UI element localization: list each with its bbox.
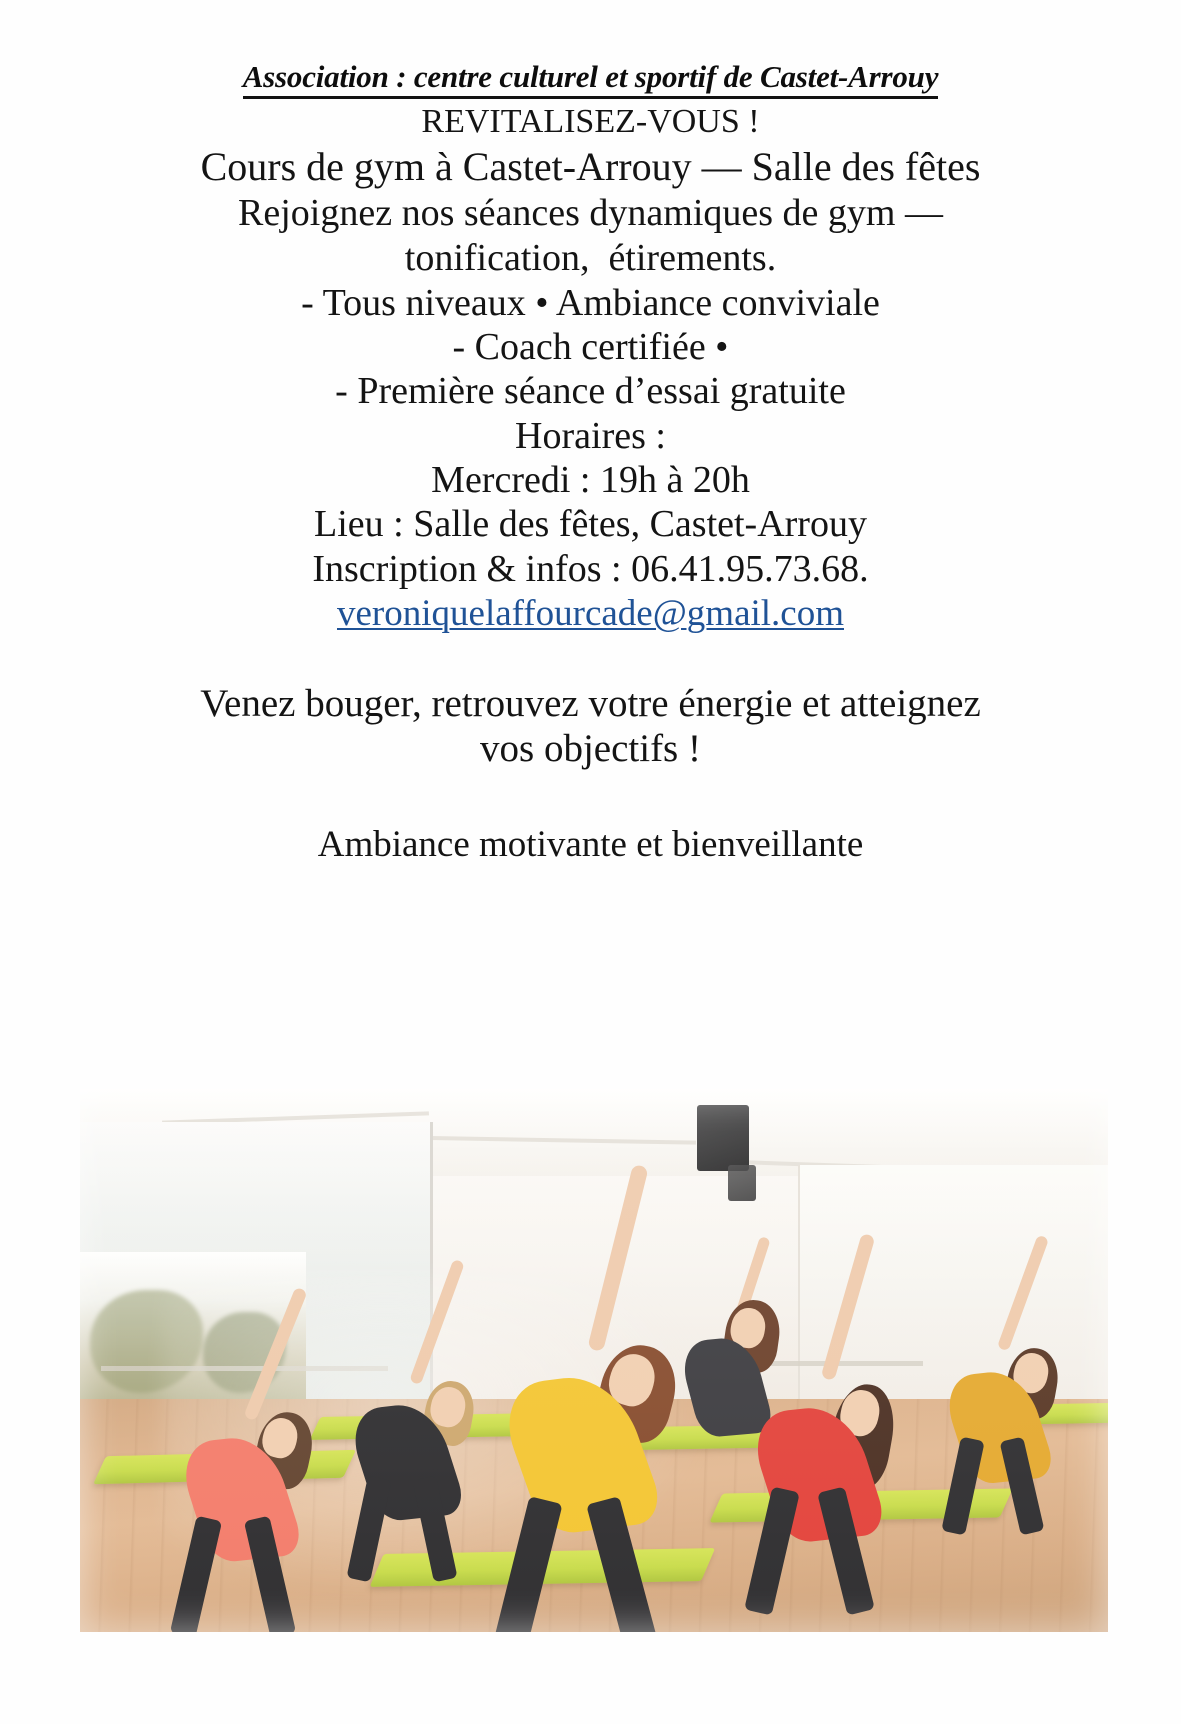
- flyer-text-block: [0, 60, 1181, 866]
- invitation-line-2: tonification, étirements.: [404, 237, 777, 280]
- schedule-value: Mercredi : 19h à 20h: [431, 458, 750, 501]
- contact-email-line: [0, 593, 1181, 635]
- contact-phone-line: Inscription & infos : 06.41.95.73.68.: [312, 547, 869, 590]
- slogan: REVITALISEZ-VOUS !: [421, 102, 760, 140]
- participant-red: [738, 1263, 944, 1567]
- spacer-before-closing: [0, 635, 1181, 681]
- location-line: Lieu : Salle des fêtes, Castet-Arrouy: [314, 503, 867, 546]
- bullet-certified-coach: - Coach certifiée •: [452, 326, 729, 368]
- schedule-label: Horaires :: [515, 414, 666, 457]
- mood-line: Ambiance motivante et bienveillante: [317, 823, 864, 865]
- invitation-line-1: Rejoignez nos séances dynamiques de gym —: [238, 192, 943, 235]
- gym-class-photo: [80, 1089, 1108, 1632]
- association-title: [0, 60, 1181, 95]
- photo-scene: [80, 1089, 1108, 1632]
- course-line: Cours de gym à Castet-Arrouy — Salle des fêtes: [200, 144, 981, 190]
- closing-line-1: Venez bouger, retrouvez votre énergie et atteignez: [200, 682, 981, 726]
- participant-yellow-raised-arm: [587, 1164, 648, 1352]
- bullet-free-trial: - Première séance d’essai gratuite: [335, 370, 846, 413]
- email-link[interactable]: veroniquelaffourcade@gmail.com: [337, 592, 844, 634]
- participant-mustard: [933, 1263, 1108, 1513]
- closing-line-2: vos objectifs !: [480, 727, 701, 771]
- participant-coral-raised-arm: [243, 1287, 307, 1422]
- bullet-all-levels: - Tous niveaux • Ambiance conviviale: [301, 281, 880, 324]
- ceiling-speaker-1: [697, 1105, 749, 1171]
- spacer-before-mood: [0, 772, 1181, 824]
- association-title-text: Association : centre culturel et sportif de Castet-Arrouy: [243, 59, 939, 99]
- participant-black-raised-arm: [409, 1259, 465, 1385]
